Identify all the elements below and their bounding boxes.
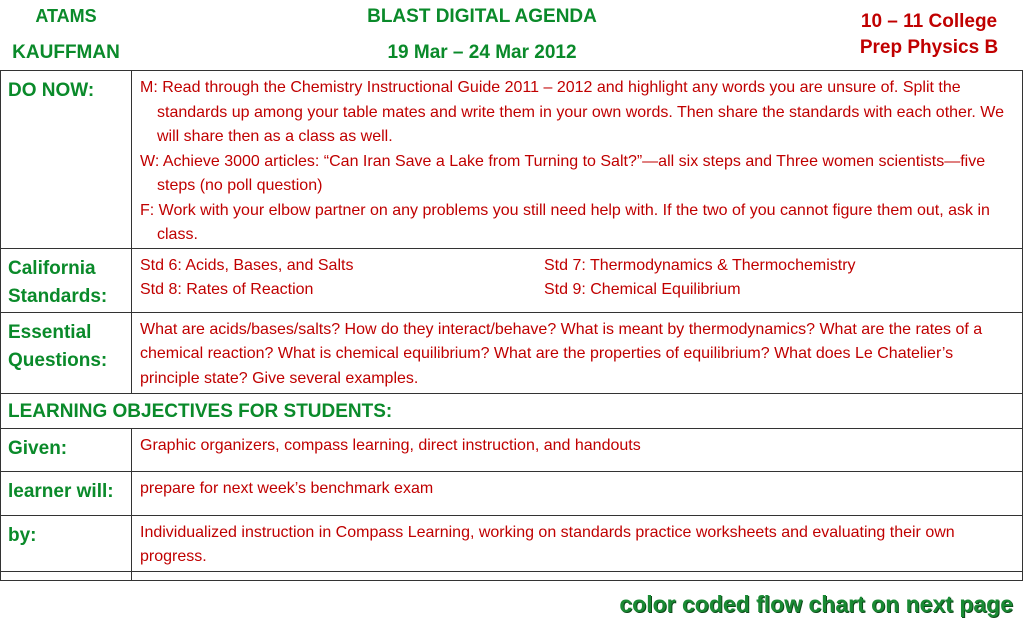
table-row-empty bbox=[1, 571, 1023, 580]
do-now-label: DO NOW: bbox=[1, 71, 132, 249]
std-7: Std 7: Thermodynamics & Thermochemistry bbox=[544, 256, 856, 274]
table-row-do-now bbox=[1, 71, 1023, 249]
table-row-standards bbox=[1, 248, 1023, 312]
agenda-table bbox=[0, 70, 1023, 581]
learning-objectives-heading: LEARNING OBJECTIVES FOR STUDENTS: bbox=[1, 393, 1023, 428]
table-row-learner-will bbox=[1, 471, 1023, 515]
essential-label-line1: Essential bbox=[8, 321, 92, 343]
course-name-line2: Prep Physics B bbox=[859, 37, 999, 58]
empty-cell-left bbox=[1, 571, 132, 580]
do-now-friday: F: Work with your elbow partner on any problems you still need help with. If the two of you cannot figure them out, ask in class. bbox=[140, 201, 990, 243]
given-content: Graphic organizers, compass learning, direct instruction, and handouts bbox=[132, 428, 1023, 471]
std-9: Std 9: Chemical Equilibrium bbox=[544, 281, 741, 298]
standards-label-line2: Standards: bbox=[8, 285, 108, 307]
course-name-line1: 10 – 11 College bbox=[860, 11, 998, 32]
learner-will-label: learner will: bbox=[1, 471, 132, 515]
table-row-by bbox=[1, 515, 1023, 571]
teacher-name-line2: KAUFFMAN bbox=[12, 42, 120, 63]
do-now-content bbox=[132, 71, 1023, 249]
do-now-wednesday: W: Achieve 3000 articles: “Can Iran Save a Lake from Turning to Salt?”—all six steps and Three women scientists—five steps (no poll question) bbox=[140, 152, 986, 194]
by-label: by: bbox=[1, 515, 132, 571]
teacher-name-line1: ATAMS bbox=[35, 6, 97, 26]
essential-label-line2: Questions: bbox=[8, 349, 108, 371]
table-row-objectives bbox=[1, 393, 1023, 428]
standards-content bbox=[132, 248, 1023, 312]
do-now-monday: M: Read through the Chemistry Instructional Guide 2011 – 2012 and highlight any words you are unsure of. Split the standards up among your table mates and write them in your own words. Then share the standards with each other. We will share then as a class as well. bbox=[140, 79, 1004, 145]
essential-questions-label bbox=[1, 312, 132, 393]
course-name bbox=[820, 9, 1023, 61]
standards-label-line1: California bbox=[8, 257, 96, 279]
empty-cell-right bbox=[132, 571, 1023, 580]
essential-questions-content: What are acids/bases/salts? How do they interact/behave? What is meant by thermodynamics? What are the rates of a chemical reaction? What is chemical equilibrium? What are the properties of equilibrium? What does Le Chatelier’s principle state? Give several examples. bbox=[132, 312, 1023, 393]
table-row-given bbox=[1, 428, 1023, 471]
agenda-date-range: 19 Mar – 24 Mar 2012 bbox=[387, 42, 577, 63]
agenda-title: BLAST DIGITAL AGENDA bbox=[367, 6, 597, 27]
table-row-essential-questions bbox=[1, 312, 1023, 393]
footer-note: color coded flow chart on next page bbox=[619, 591, 1013, 617]
std-8: Std 8: Rates of Reaction bbox=[140, 281, 314, 298]
standards-label bbox=[1, 248, 132, 312]
std-6: Std 6: Acids, Bases, and Salts bbox=[140, 256, 354, 274]
by-content: Individualized instruction in Compass Learning, working on standards practice worksheets and evaluating their own progress. bbox=[132, 515, 1023, 571]
learner-will-content: prepare for next week’s benchmark exam bbox=[132, 471, 1023, 515]
given-label: Given: bbox=[1, 428, 132, 471]
